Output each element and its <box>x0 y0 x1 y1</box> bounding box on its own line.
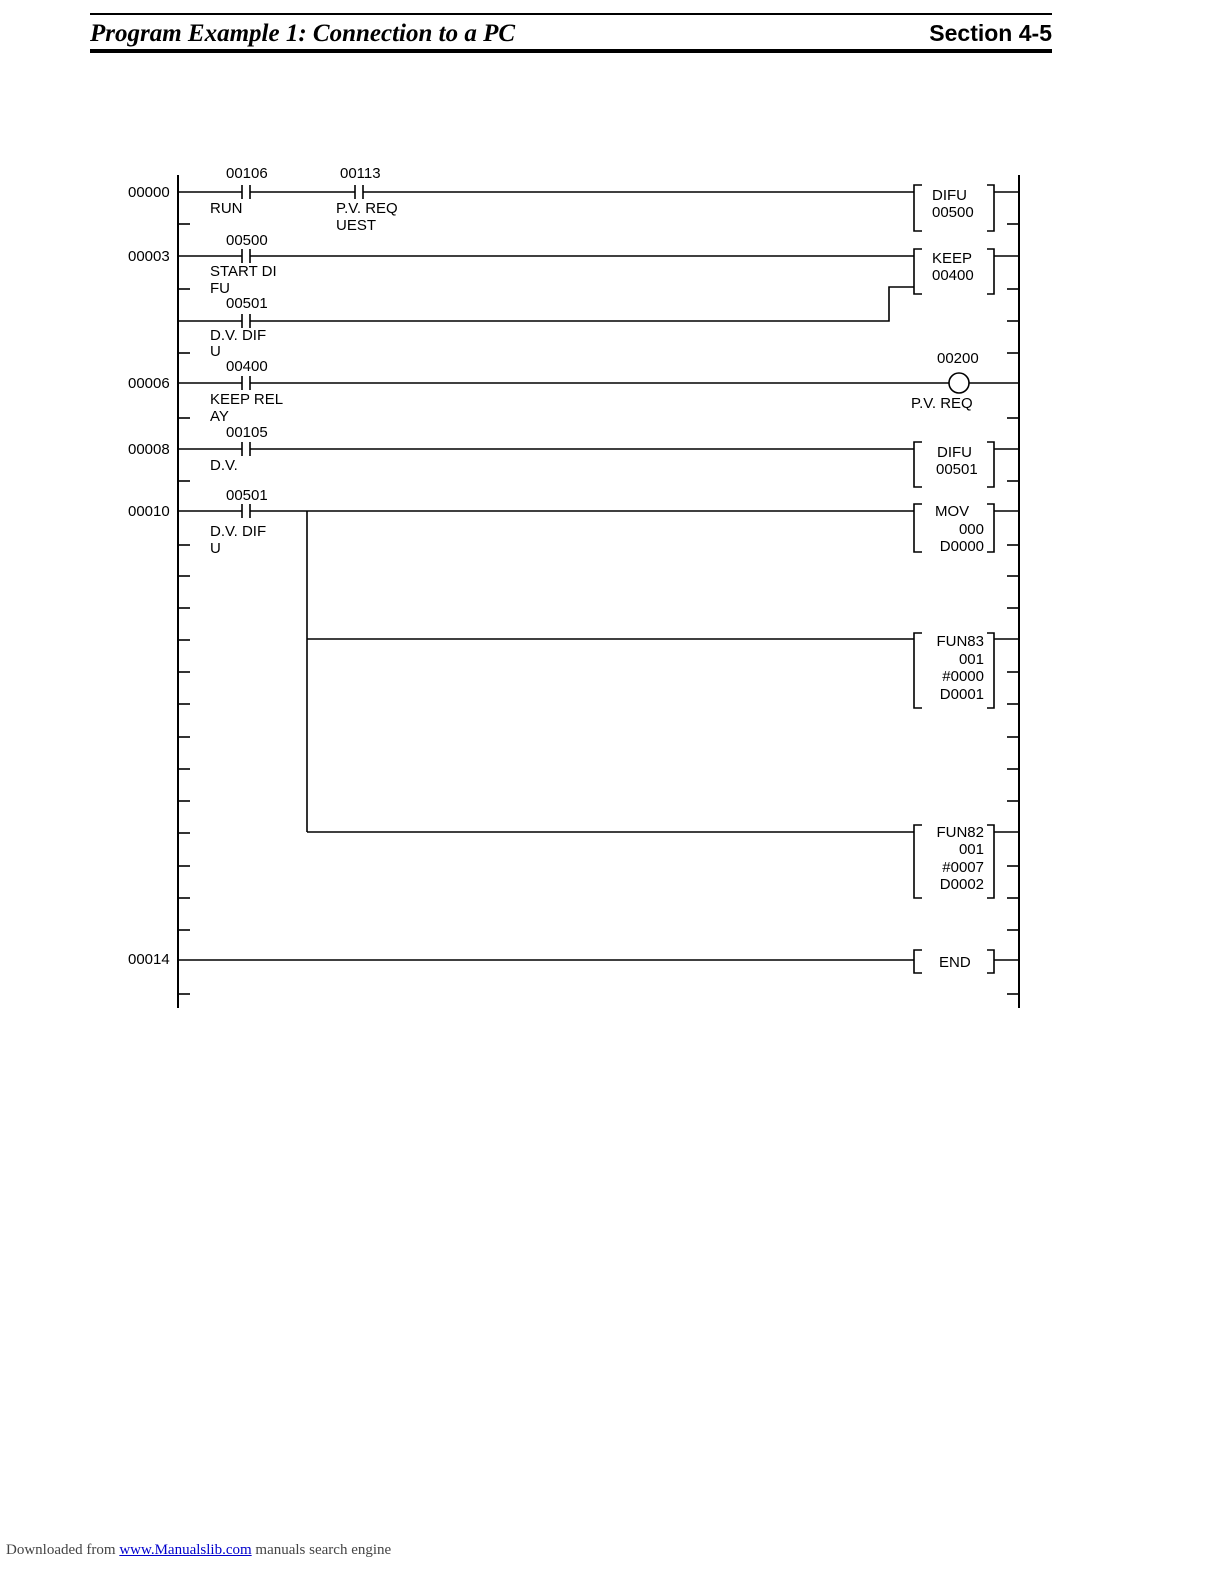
contact-label: U <box>210 343 221 360</box>
output-coil <box>949 373 969 393</box>
instruction-operand: D0002 <box>939 876 984 893</box>
instruction-operand: 000 <box>958 521 984 538</box>
rung-00010 <box>128 487 1019 898</box>
instruction-name: DIFU <box>932 187 967 204</box>
rung-wire <box>178 511 1019 832</box>
page-title: Program Example 1: Connection to a PC <box>90 20 516 47</box>
rung-address: 00014 <box>128 951 170 968</box>
instruction-operand: 001 <box>958 651 984 668</box>
instruction-operand: #0007 <box>942 859 984 876</box>
instruction-name: FUN83 <box>936 633 984 650</box>
rung-00008 <box>128 424 1019 487</box>
instruction-operand: 00400 <box>932 267 974 284</box>
right-rail-ticks <box>1007 224 1019 994</box>
rung-00003 <box>128 232 1019 360</box>
contact-label: RUN <box>210 200 243 217</box>
footer-suffix: manuals search engine <box>255 1542 392 1558</box>
contact-label: FU <box>210 280 230 297</box>
rung-wire <box>178 256 1019 321</box>
contact-symbol <box>242 442 250 456</box>
instruction-operand: 00500 <box>932 204 974 221</box>
instruction-operand: #0000 <box>942 668 984 685</box>
rung-00006 <box>128 350 1019 425</box>
manualslib-link[interactable]: www.Manualslib.com <box>119 1542 252 1558</box>
contact-symbol <box>242 504 250 518</box>
contact-label: START DI <box>210 263 277 280</box>
contact-symbol <box>242 376 250 390</box>
contact-bit: 00105 <box>226 424 268 441</box>
left-rail-ticks <box>178 224 190 994</box>
instruction-name: MOV <box>935 503 970 520</box>
contact-label: P.V. REQ <box>336 200 398 217</box>
contact-label: KEEP REL <box>210 391 284 408</box>
contact-label: UEST <box>336 217 377 234</box>
contact-label: U <box>210 540 221 557</box>
contact-bit: 00400 <box>226 358 268 375</box>
rung-00014 <box>128 950 1019 973</box>
rung-address: 00008 <box>128 441 170 458</box>
contact-label: D.V. DIF <box>210 327 267 344</box>
rung-address: 00000 <box>128 184 170 201</box>
rung-00000 <box>128 165 1019 234</box>
output-label: P.V. REQ <box>911 395 973 412</box>
contact-symbol <box>242 185 250 199</box>
instruction-operand: 00501 <box>936 461 978 478</box>
instruction-operand: D0001 <box>939 686 984 703</box>
contact-symbol <box>355 185 363 199</box>
output-bit: 00200 <box>937 350 979 367</box>
footer-prefix: Downloaded from <box>6 1542 116 1558</box>
rung-address: 00010 <box>128 503 170 520</box>
contact-label: AY <box>210 408 229 425</box>
instruction-name: END <box>939 954 971 971</box>
instruction-operand: D0000 <box>939 538 984 555</box>
contact-bit: 00106 <box>226 165 268 182</box>
contact-bit: 00501 <box>226 295 268 312</box>
rung-address: 00006 <box>128 375 170 392</box>
contact-bit: 00501 <box>226 487 268 504</box>
footer <box>6 1542 391 1559</box>
instruction-name: DIFU <box>937 444 972 461</box>
rung-address: 00003 <box>128 248 170 265</box>
contact-label: D.V. DIF <box>210 523 267 540</box>
contact-label: D.V. <box>210 457 238 474</box>
instruction-operand: 001 <box>958 841 984 858</box>
contact-bit: 00500 <box>226 232 268 249</box>
contact-symbol <box>242 249 250 263</box>
instruction-name: FUN82 <box>936 824 984 841</box>
contact-bit: 00113 <box>340 165 381 182</box>
contact-symbol <box>242 314 250 328</box>
section-number: Section 4-5 <box>929 20 1052 46</box>
instruction-name: KEEP <box>932 250 973 267</box>
